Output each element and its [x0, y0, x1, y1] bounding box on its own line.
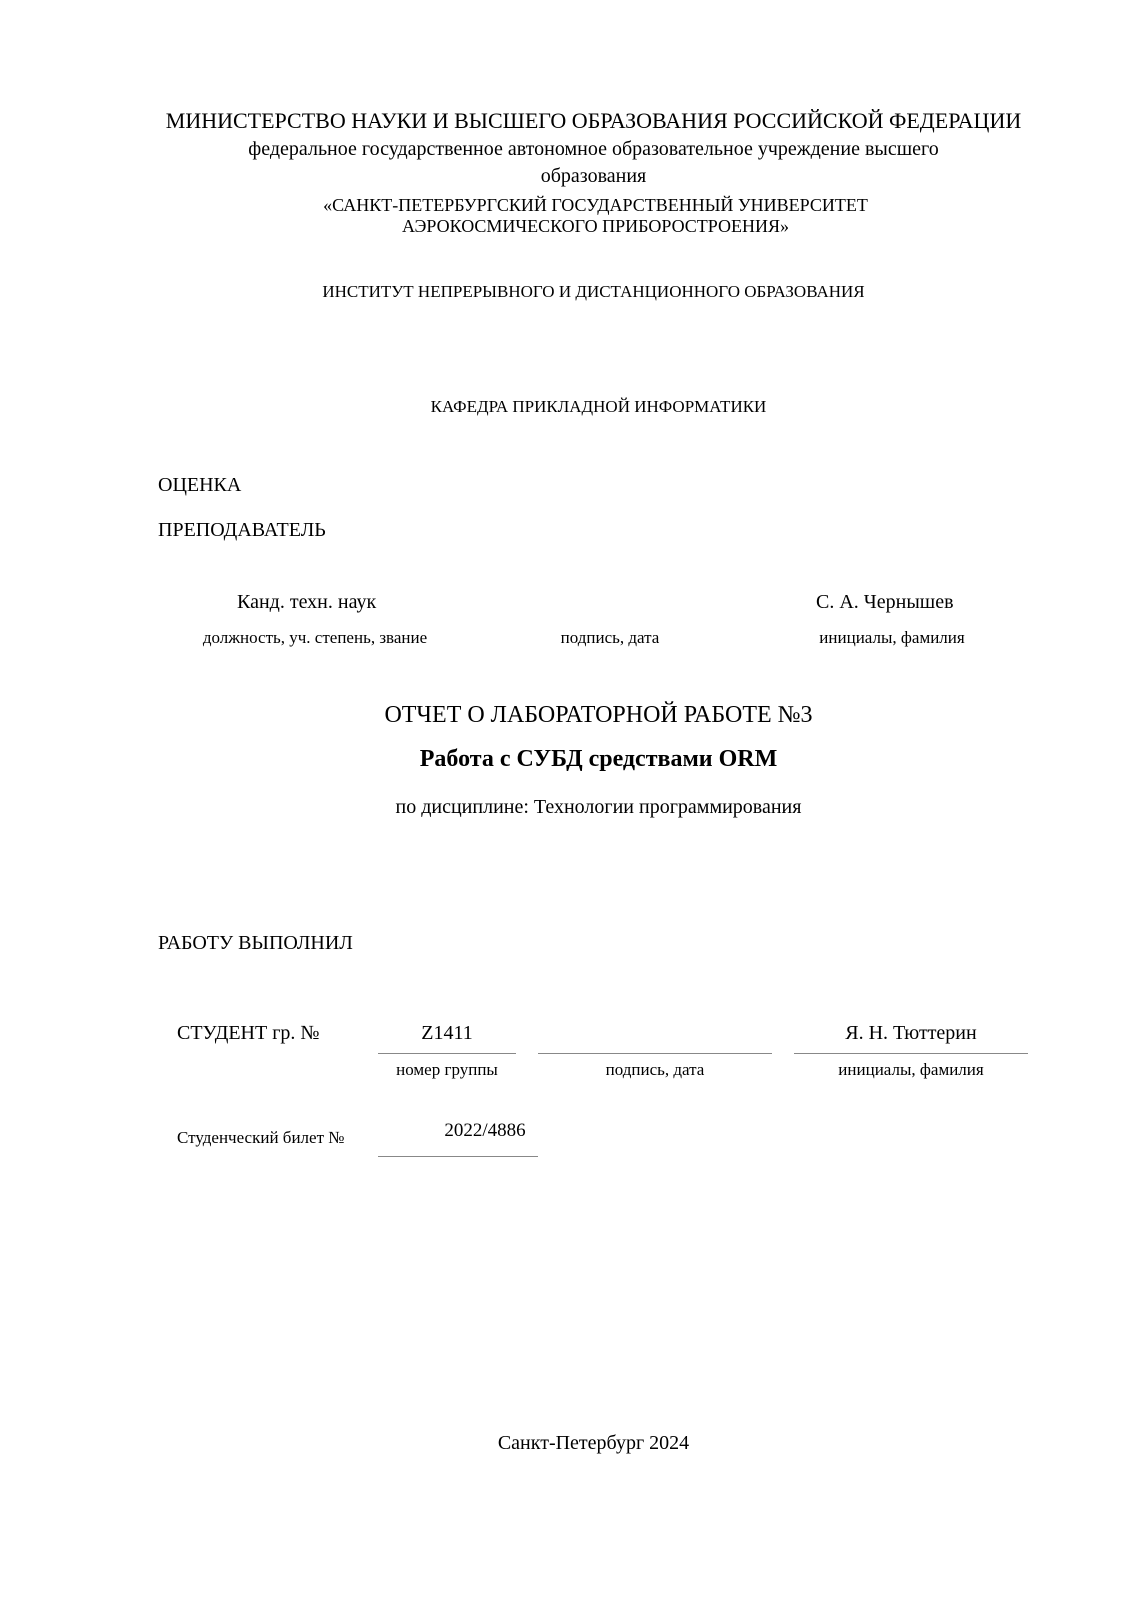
report-subject: Работа с СУБД средствами ORM	[419, 746, 778, 772]
student-caption-signature: подпись, дата	[605, 1060, 705, 1079]
report-title: ОТЧЕТ О ЛАБОРАТОРНОЙ РАБОТЕ №3	[384, 702, 813, 728]
signature-underline	[538, 1053, 772, 1054]
student-name: Я. Н. Тюттерин	[845, 1022, 977, 1044]
department-name: КАФЕДРА ПРИКЛАДНОЙ ИНФОРМАТИКИ	[430, 397, 767, 416]
ministry-line: МИНИСТЕРСТВО НАУКИ И ВЫСШЕГО ОБРАЗОВАНИЯ РОССИЙСКОЙ ФЕДЕРАЦИИ	[165, 108, 1022, 133]
ticket-underline	[378, 1156, 538, 1157]
institution-type-line2: образования	[540, 165, 647, 187]
teacher-caption-position: должность, уч. степень, звание	[202, 628, 428, 647]
student-caption-name: инициалы, фамилия	[838, 1060, 984, 1079]
city-year: Санкт-Петербург 2024	[497, 1432, 690, 1454]
teacher-degree: Канд. техн. наук	[237, 591, 377, 613]
report-discipline: по дисциплине: Технологии программирования	[395, 796, 802, 818]
teacher-name: С. А. Чернышев	[816, 591, 954, 613]
university-line1: «САНКТ-ПЕТЕРБУРГСКИЙ ГОСУДАРСТВЕННЫЙ УНИВЕРСИТЕТ	[323, 195, 868, 215]
institution-type-line1: федеральное государственное автономное образовательное учреждение высшего	[248, 138, 939, 160]
student-group: Z1411	[421, 1022, 473, 1044]
grade-label: ОЦЕНКА	[158, 474, 242, 496]
teacher-caption-signature: подпись, дата	[560, 628, 660, 647]
university-line2: АЭРОКОСМИЧЕСКОГО ПРИБОРОСТРОЕНИЯ»	[401, 216, 790, 236]
ticket-label: Студенческий билет №	[177, 1128, 345, 1147]
teacher-label: ПРЕПОДАВАТЕЛЬ	[158, 519, 326, 541]
performed-label: РАБОТУ ВЫПОЛНИЛ	[158, 932, 353, 954]
institute-name: ИНСТИТУТ НЕПРЕРЫВНОГО И ДИСТАНЦИОННОГО ОБРАЗОВАНИЯ	[322, 282, 865, 301]
ticket-number: 2022/4886	[444, 1120, 526, 1141]
student-label: СТУДЕНТ гр. №	[177, 1022, 320, 1044]
group-underline	[378, 1053, 516, 1054]
teacher-caption-name: инициалы, фамилия	[819, 628, 965, 647]
name-underline	[794, 1053, 1028, 1054]
student-caption-group: номер группы	[396, 1060, 498, 1079]
